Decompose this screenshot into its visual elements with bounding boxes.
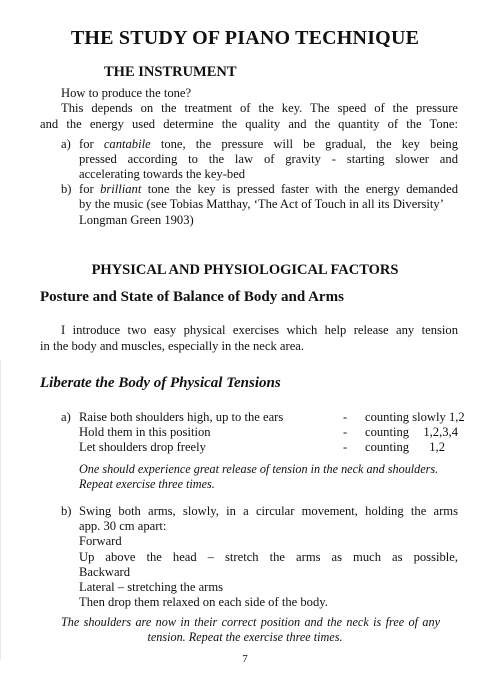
instrument-item-b-line-1 bbox=[79, 182, 458, 197]
term-cantabile: cantabile bbox=[103, 137, 151, 151]
physical-intro-line-2: in the body and muscles, especially in the neck area. bbox=[40, 339, 305, 353]
exercise-b-line-3: Forward bbox=[79, 534, 122, 548]
instrument-question: How to produce the tone? bbox=[61, 86, 192, 100]
physical-intro-line-1: I introduce two easy physical exercises which help release any tension bbox=[61, 323, 458, 337]
exercise-a-row-1-count: counting slowly 1,2 bbox=[365, 410, 465, 424]
exercise-a-note-line-2: Repeat exercise three times. bbox=[79, 477, 215, 491]
item-b-pre: for bbox=[79, 182, 94, 196]
subheading-posture: Posture and State of Balance of Body and Arms bbox=[40, 289, 344, 305]
subheading-liberate: Liberate the Body of Physical Tensions bbox=[40, 375, 281, 391]
instrument-item-b-line-3: Longman Green 1903) bbox=[79, 213, 194, 227]
instrument-para-line-1: This depends on the treatment of the key. The speed of the pressure bbox=[61, 101, 458, 115]
exercise-b-line-5: Backward bbox=[79, 565, 131, 579]
item-a-post: tone, the pressure will be gradual, the key being bbox=[160, 137, 458, 151]
exercise-b-line-6: Lateral – stretching the arms bbox=[79, 580, 224, 594]
page-title: THE STUDY OF PIANO TECHNIQUE bbox=[70, 27, 420, 49]
instrument-item-b-line-2: by the music (see Tobias Matthay, ‘The Act of Touch in all its Diversity’ bbox=[79, 197, 444, 211]
item-b-post: tone the key is pressed faster with the energy demanded bbox=[147, 182, 458, 196]
exercise-a-note-line-1: One should experience great release of tension in the neck and shoulders. bbox=[79, 462, 439, 476]
exercise-a-row-2-action: Hold them in this position bbox=[79, 425, 211, 439]
exercise-a-row-3-dash: - bbox=[343, 440, 348, 454]
instrument-para-line-2: and the energy used determine the quality and the quantity of the Tone: bbox=[40, 117, 458, 131]
instrument-item-a-line-2: pressed according to the law of gravity - starting slower and bbox=[79, 152, 458, 166]
instrument-item-a-line-3: accelerating towards the key-bed bbox=[79, 167, 246, 181]
exercise-b-line-4: Up above the head – stretch the arms as much as possible, bbox=[79, 550, 458, 564]
section-heading-instrument: THE INSTRUMENT bbox=[104, 64, 237, 80]
final-note-line-2: tension. Repeat the exercise three times. bbox=[147, 630, 343, 644]
exercise-a-row-1-dash: - bbox=[343, 410, 348, 424]
exercise-label-a: a) bbox=[61, 410, 71, 424]
binding-shadow bbox=[0, 360, 1, 660]
exercise-b-line-2: app. 30 cm apart: bbox=[79, 519, 167, 533]
term-brilliant: brilliant bbox=[100, 182, 142, 196]
page-number: 7 bbox=[242, 653, 248, 665]
item-a-pre: for bbox=[79, 137, 94, 151]
exercise-label-b: b) bbox=[61, 504, 72, 518]
final-note-line-1: The shoulders are now in their correct position and the neck is free of any bbox=[61, 615, 440, 629]
section-heading-physical: PHYSICAL AND PHYSIOLOGICAL FACTORS bbox=[91, 262, 399, 278]
exercise-a-row-3-count: counting 1,2 bbox=[365, 440, 445, 454]
exercise-a-row-2-dash: - bbox=[343, 425, 348, 439]
exercise-a-row-3-action: Let shoulders drop freely bbox=[79, 440, 206, 454]
instrument-item-a-line-1 bbox=[79, 137, 458, 152]
exercise-a-row-2-count: counting 1,2,3,4 bbox=[365, 425, 458, 439]
exercise-b-line-1: Swing both arms, slowly, in a circular movement, holding the arms bbox=[79, 504, 458, 518]
list-label-a: a) bbox=[61, 137, 71, 151]
list-label-b: b) bbox=[61, 182, 72, 196]
exercise-a-row-1-action: Raise both shoulders high, up to the ears bbox=[79, 410, 284, 424]
exercise-b-line-7: Then drop them relaxed on each side of the body. bbox=[79, 595, 328, 609]
